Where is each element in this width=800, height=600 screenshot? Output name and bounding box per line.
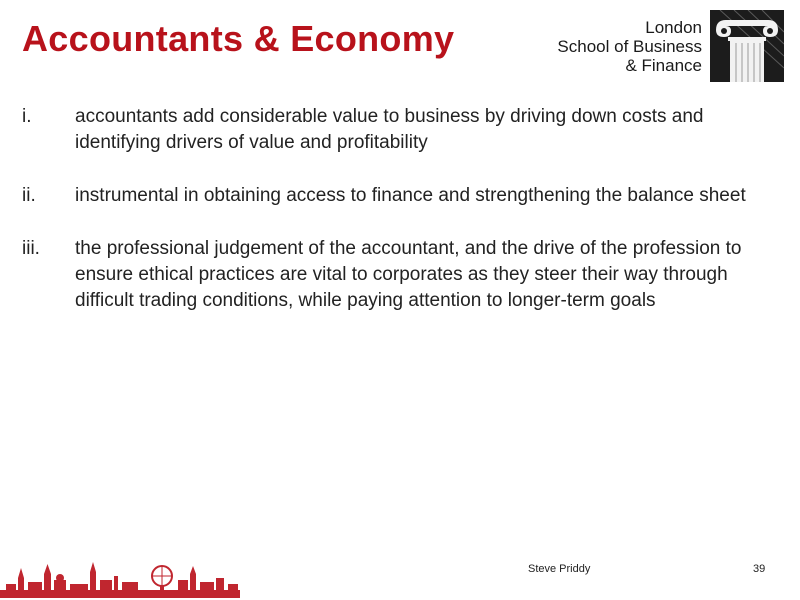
list-numeral: iii. [22,238,40,259]
school-logo [557,8,792,82]
list-item-text: accountants add considerable value to business by driving down costs and identifying drivers of value and profitability [75,106,704,153]
slide-title: Accountants & Economy [22,18,455,59]
logo-line-1: London [645,18,702,37]
list-item [22,183,782,209]
list-item-text: the professional judgement of the accountant, and the drive of the profession to ensure ethical practices are vital to corporates as they steer their way through difficult trading conditions, while paying attention to longer-term goals [75,238,742,311]
list-numeral: ii. [22,185,36,206]
list-item-text: instrumental in obtaining access to finance and strengthening the balance sheet [75,185,746,206]
logo-line-3: & Finance [625,56,702,75]
footer-author: Steve Priddy [528,563,591,575]
page-number: 39 [753,563,766,575]
numbered-points [22,104,782,341]
logo-line-2: School of Business [557,37,702,56]
list-item [22,104,782,156]
list-numeral: i. [22,106,32,127]
ionic-column-icon [710,10,784,82]
london-skyline-icon [0,560,240,598]
logo-text [542,18,702,75]
list-item [22,236,782,314]
